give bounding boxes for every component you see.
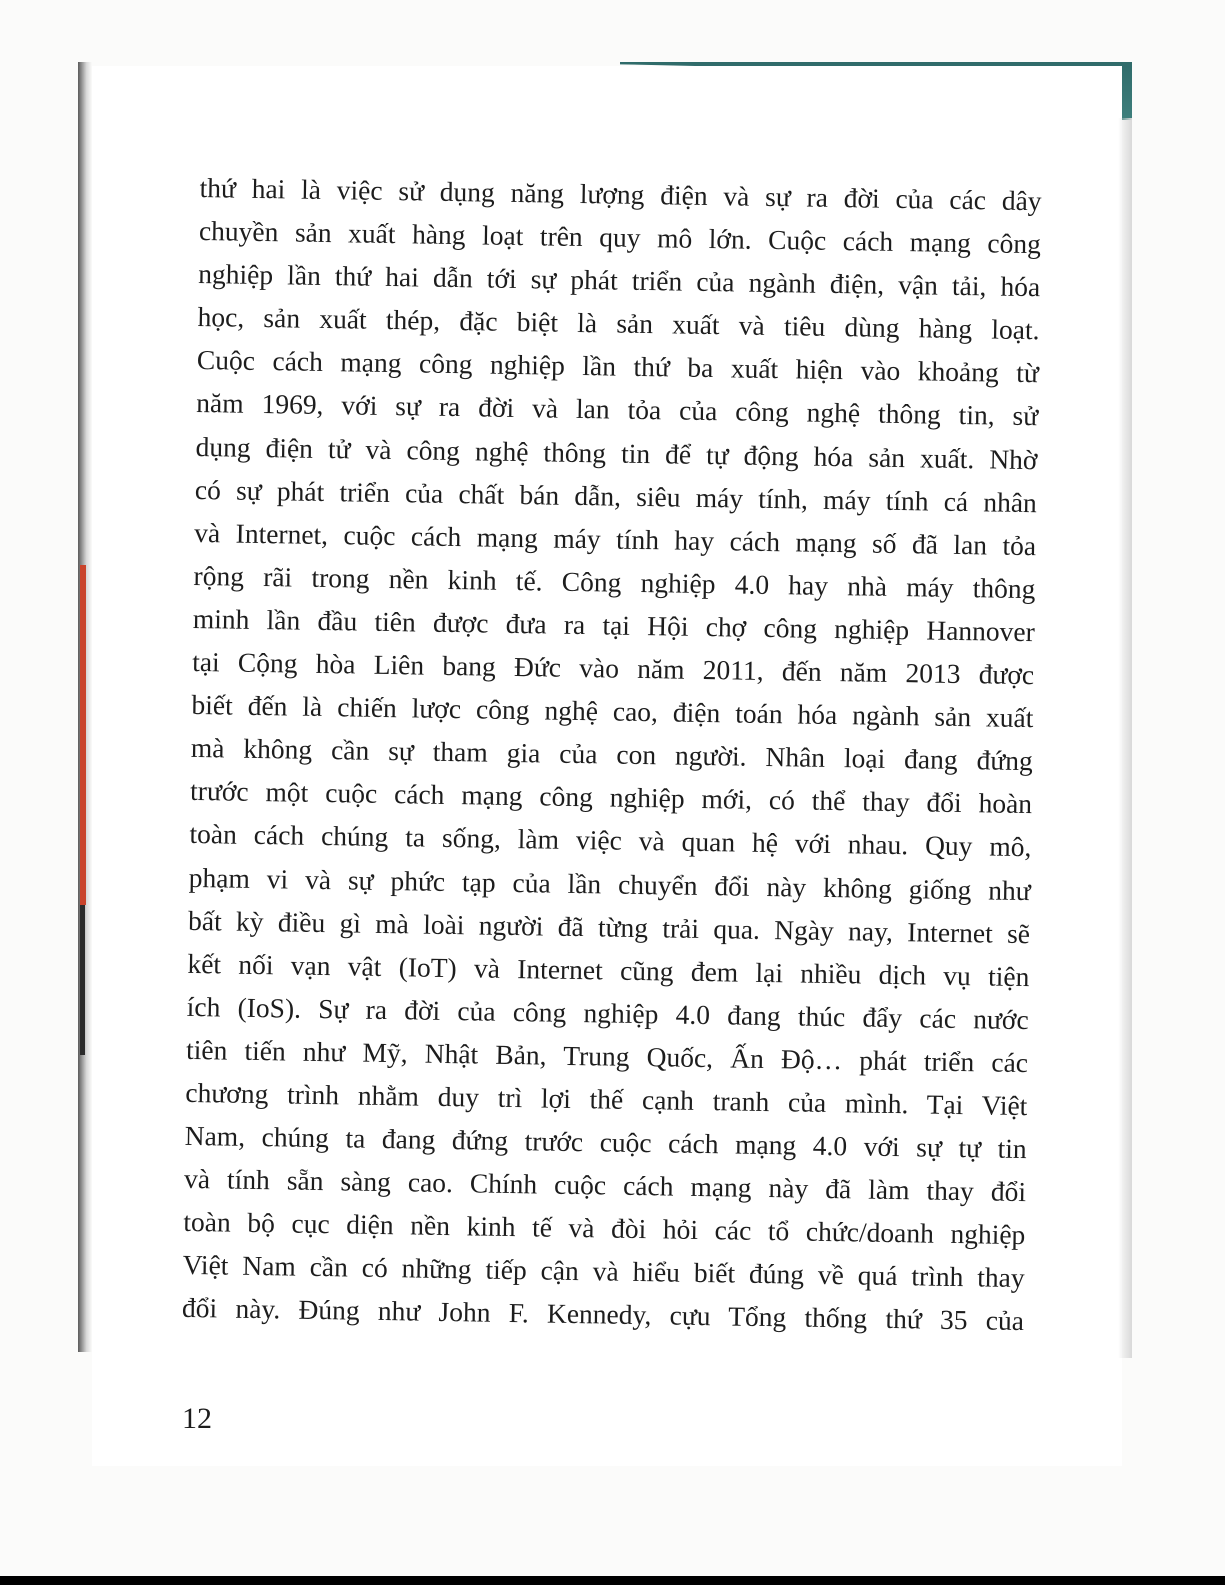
text-line: kết nối vạn vật (IoT) và Internet cũng đem lại nhiều dịch vụ tiện <box>187 947 1030 992</box>
text-line: phạm vi và sự phức tạp của lần chuyển đổi này không giống như <box>188 861 1031 906</box>
text-line: năm 1969, với sự ra đời và lan tỏa của công nghệ thông tin, sử <box>196 387 1039 432</box>
text-line: Cuộc cách mạng công nghiệp lần thứ ba xuất hiện vào khoảng từ <box>196 344 1040 389</box>
text-line: mà không cần sự tham gia của con người. Nhân loại đang đứng <box>190 732 1034 777</box>
text-line: bất kỳ điều gì mà loài người đã từng trải qua. Ngày nay, Internet sẽ <box>187 904 1031 949</box>
text-line: biết đến là chiến lược công nghệ cao, điện toán hóa ngành sản xuất <box>191 689 1034 734</box>
text-line: học, sản xuất thép, đặc biệt là sản xuất và tiêu dùng hàng loạt. <box>197 301 1040 346</box>
spine-dark-strip <box>80 905 85 1055</box>
text-line: có sự phát triển của chất bán dẫn, siêu máy tính, máy tính cá nhân <box>194 473 1038 518</box>
text-line: Nam, chúng ta đang đứng trước cuộc cách mạng 4.0 với sự tự tin <box>184 1119 1027 1165</box>
text-line: chương trình nhằm duy trì lợi thế cạnh tranh của mình. Tại Việt <box>185 1076 1028 1122</box>
text-line: minh lần đầu tiên được đưa ra tại Hội chợ công nghiệp Hannover <box>192 602 1036 648</box>
text-line: đổi này. Đúng như John F. Kennedy, cựu Tổng thống thứ 35 của <box>181 1292 1025 1337</box>
page-number: 12 <box>182 1402 212 1435</box>
text-line: rộng rãi trong nền kinh tế. Công nghiệp 4.0 hay nhà máy thông <box>193 559 1036 605</box>
scan-bottom-border <box>0 1576 1225 1585</box>
text-line: dụng điện tử và công nghệ thông tin để tự động hóa sản xuất. Nhờ <box>195 430 1038 475</box>
text-line: trước một cuộc cách mạng công nghiệp mới, có thể thay đổi hoàn <box>189 775 1033 820</box>
text-line: tại Cộng hòa Liên bang Đức vào năm 2011, đến năm 2013 được <box>191 645 1035 691</box>
text-line: và Internet, cuộc cách mạng máy tính hay cách mạng số đã lan tỏa <box>194 516 1037 561</box>
body-paragraph <box>182 166 1042 1343</box>
text-line: Việt Nam cần có những tiếp cận và hiểu biết đúng về quá trình thay <box>182 1249 1025 1294</box>
spine-red-strip <box>80 565 86 905</box>
text-line: thứ hai là việc sử dụng năng lượng điện và sự ra đời của các dây <box>199 171 1042 217</box>
text-line: nghiệp lần thứ hai dẫn tới sự phát triển của ngành điện, vận tải, hóa <box>198 258 1041 303</box>
page-right-edge <box>1118 118 1132 1358</box>
text-line: ích (IoS). Sự ra đời của công nghiệp 4.0 đang thúc đẩy các nước <box>186 990 1029 1035</box>
text-line: chuyền sản xuất hàng loạt trên quy mô lớn. Cuộc cách mạng công <box>198 215 1042 260</box>
text-line: tiên tiến như Mỹ, Nhật Bản, Trung Quốc, Ấn Độ… phát triển các <box>185 1033 1029 1078</box>
text-line: toàn cách chúng ta sống, làm việc và quan hệ với nhau. Quy mô, <box>189 818 1032 863</box>
text-line: và tính sẵn sàng cao. Chính cuộc cách mạng này đã làm thay đổi <box>183 1163 1027 1208</box>
text-line: toàn bộ cục diện nền kinh tế và đòi hỏi các tổ chức/doanh nghiệp <box>183 1206 1026 1251</box>
